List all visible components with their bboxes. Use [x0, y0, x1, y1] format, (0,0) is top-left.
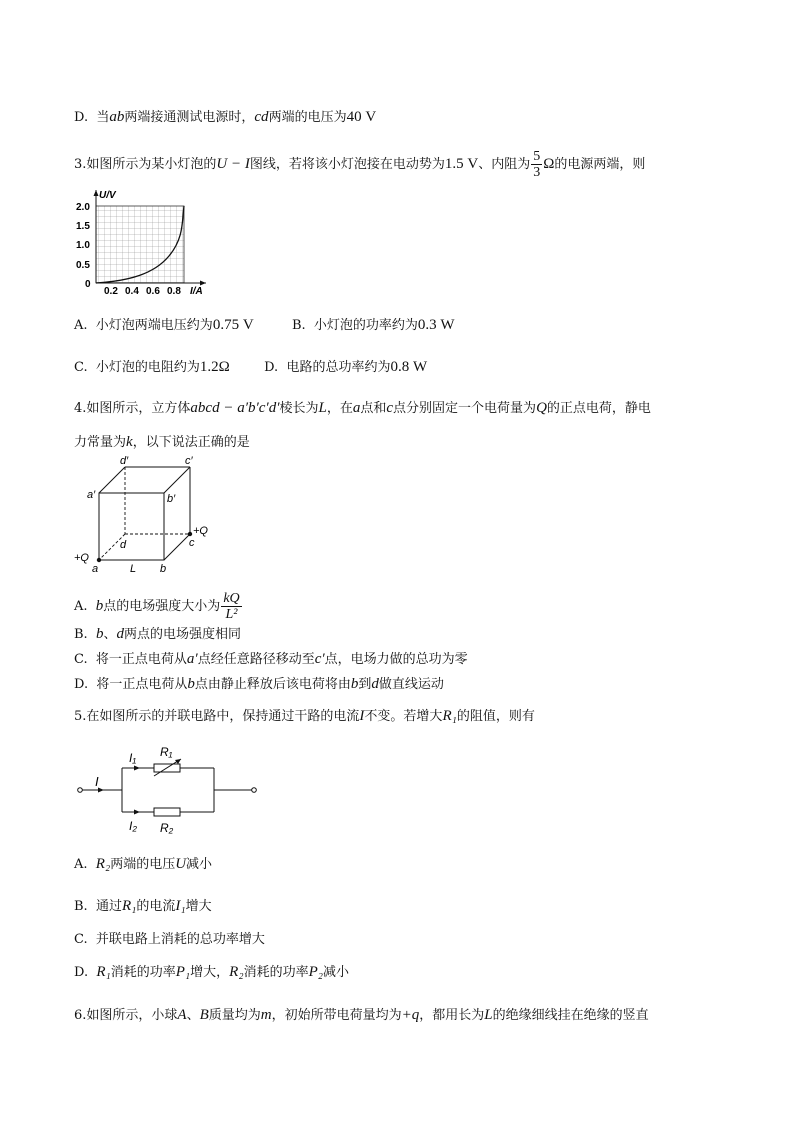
- x-tick: 0.8: [167, 286, 181, 297]
- vertex-label: d′: [120, 455, 129, 467]
- question-5-stem: 5.在如图所示的并联电路中，保持通过干路的电流I不变。若增大R₁的阻值，则有: [74, 708, 535, 724]
- q3-option-c: C. 小灯泡的电阻约为1.2Ω: [74, 359, 230, 375]
- q4-option-c: C. 将一正点电荷从a′点经任意路径移动至c′点，电场力做的总功为零: [74, 651, 468, 667]
- resistor-r2: [154, 808, 180, 816]
- question-6-stem: 6.如图所示，小球A、B质量均为m，初始所带电荷量均为+q，都用长为L的绝缘细线挂在绝缘的竖直: [74, 1007, 649, 1023]
- vertex-label: b: [160, 563, 167, 575]
- cube-figure: [72, 454, 222, 576]
- q5-option-b: B. 通过R₁的电流I₁增大: [74, 898, 212, 914]
- vertex-label: c′: [185, 455, 193, 467]
- vertex-label: a′: [87, 489, 96, 501]
- terminal-left: [78, 788, 83, 793]
- q5-option-a: A. R₂两端的电压U减小: [74, 856, 213, 872]
- internal-resistance-fraction: $\frac{5}{3}$: [533, 149, 541, 180]
- edge-length-label: L: [130, 563, 137, 575]
- label-R1: R₁: [160, 745, 173, 759]
- q5-option-c: C. 并联电路上消耗的总功率增大: [74, 932, 265, 947]
- q3-option-a: A. 小灯泡两端电压约为0.75 V: [74, 317, 254, 333]
- y-tick: 2.0: [76, 202, 90, 213]
- label-I: I: [95, 774, 99, 789]
- vertex-label: a: [92, 563, 99, 575]
- prev-option-d: D. 当ab两端接通测试电源时，cd两端的电压为40 V: [74, 109, 377, 125]
- x-tick: 0.4: [125, 286, 139, 297]
- vertex-label: c: [189, 537, 195, 549]
- ui-graph: [74, 186, 214, 298]
- y-axis-label: U/V: [99, 190, 116, 201]
- terminal-right: [252, 788, 257, 793]
- label-R2: R₂: [160, 821, 174, 835]
- charge-label: +Q: [74, 552, 89, 564]
- q3-options-row-1: [74, 316, 455, 335]
- q3-option-b: B. 小灯泡的功率约为0.3 W: [291, 317, 455, 333]
- q4-option-b: B. b、d两点的电场强度相同: [74, 626, 241, 642]
- q5-option-d: D. R₁消耗的功率P₁增大，R₂消耗的功率P₂减小: [74, 964, 349, 980]
- q4-option-a: A. b点的电场强度大小为 $\frac{kQ}{\text{L²}}$: [74, 591, 240, 622]
- x-tick: 0.6: [146, 286, 160, 297]
- y-tick: 1.5: [76, 221, 90, 232]
- y-tick: 0.5: [76, 260, 90, 271]
- current-arrow: [98, 788, 104, 793]
- label-I1: I₁: [129, 751, 137, 765]
- vertex-label: b′: [167, 493, 176, 505]
- q4-option-d: D. 将一正点电荷从b点由静止释放后该电荷将由b到d做直线运动: [74, 676, 444, 692]
- vertex-label: d: [120, 539, 127, 551]
- y-tick: 1.0: [76, 240, 90, 251]
- x-tick: 0.2: [104, 286, 118, 297]
- field-strength-fraction: $\frac{kQ}{\text{L²}}$: [223, 591, 240, 622]
- q3-option-d: D. 电路的总功率约为0.8 W: [264, 359, 428, 375]
- question-4-stem-line-2: 力常量为k，以下说法正确的是: [74, 434, 250, 450]
- charge-label: +Q: [193, 525, 208, 537]
- x-axis-label: I/A: [190, 286, 203, 297]
- q3-options-row-2: [74, 358, 427, 377]
- origin-label: 0: [85, 279, 91, 290]
- parallel-circuit: [74, 740, 264, 840]
- label-I2: I₂: [129, 819, 137, 833]
- question-3-stem: 3.如图所示为某小灯泡的U − I图线，若将该小灯泡接在电动势为1.5 V、内阻为 $\frac{5}{3}$ Ω的电源两端，则: [74, 149, 646, 180]
- graph-grid: [96, 206, 184, 283]
- question-4-stem: 4.如图所示，立方体abcd − a′b′c′d′棱长为L，在a点和c点分别固定一个电荷量为Q的正点电荷，静电: [74, 400, 651, 416]
- charge-dot-c: [188, 532, 192, 536]
- charge-dot-a: [97, 558, 101, 562]
